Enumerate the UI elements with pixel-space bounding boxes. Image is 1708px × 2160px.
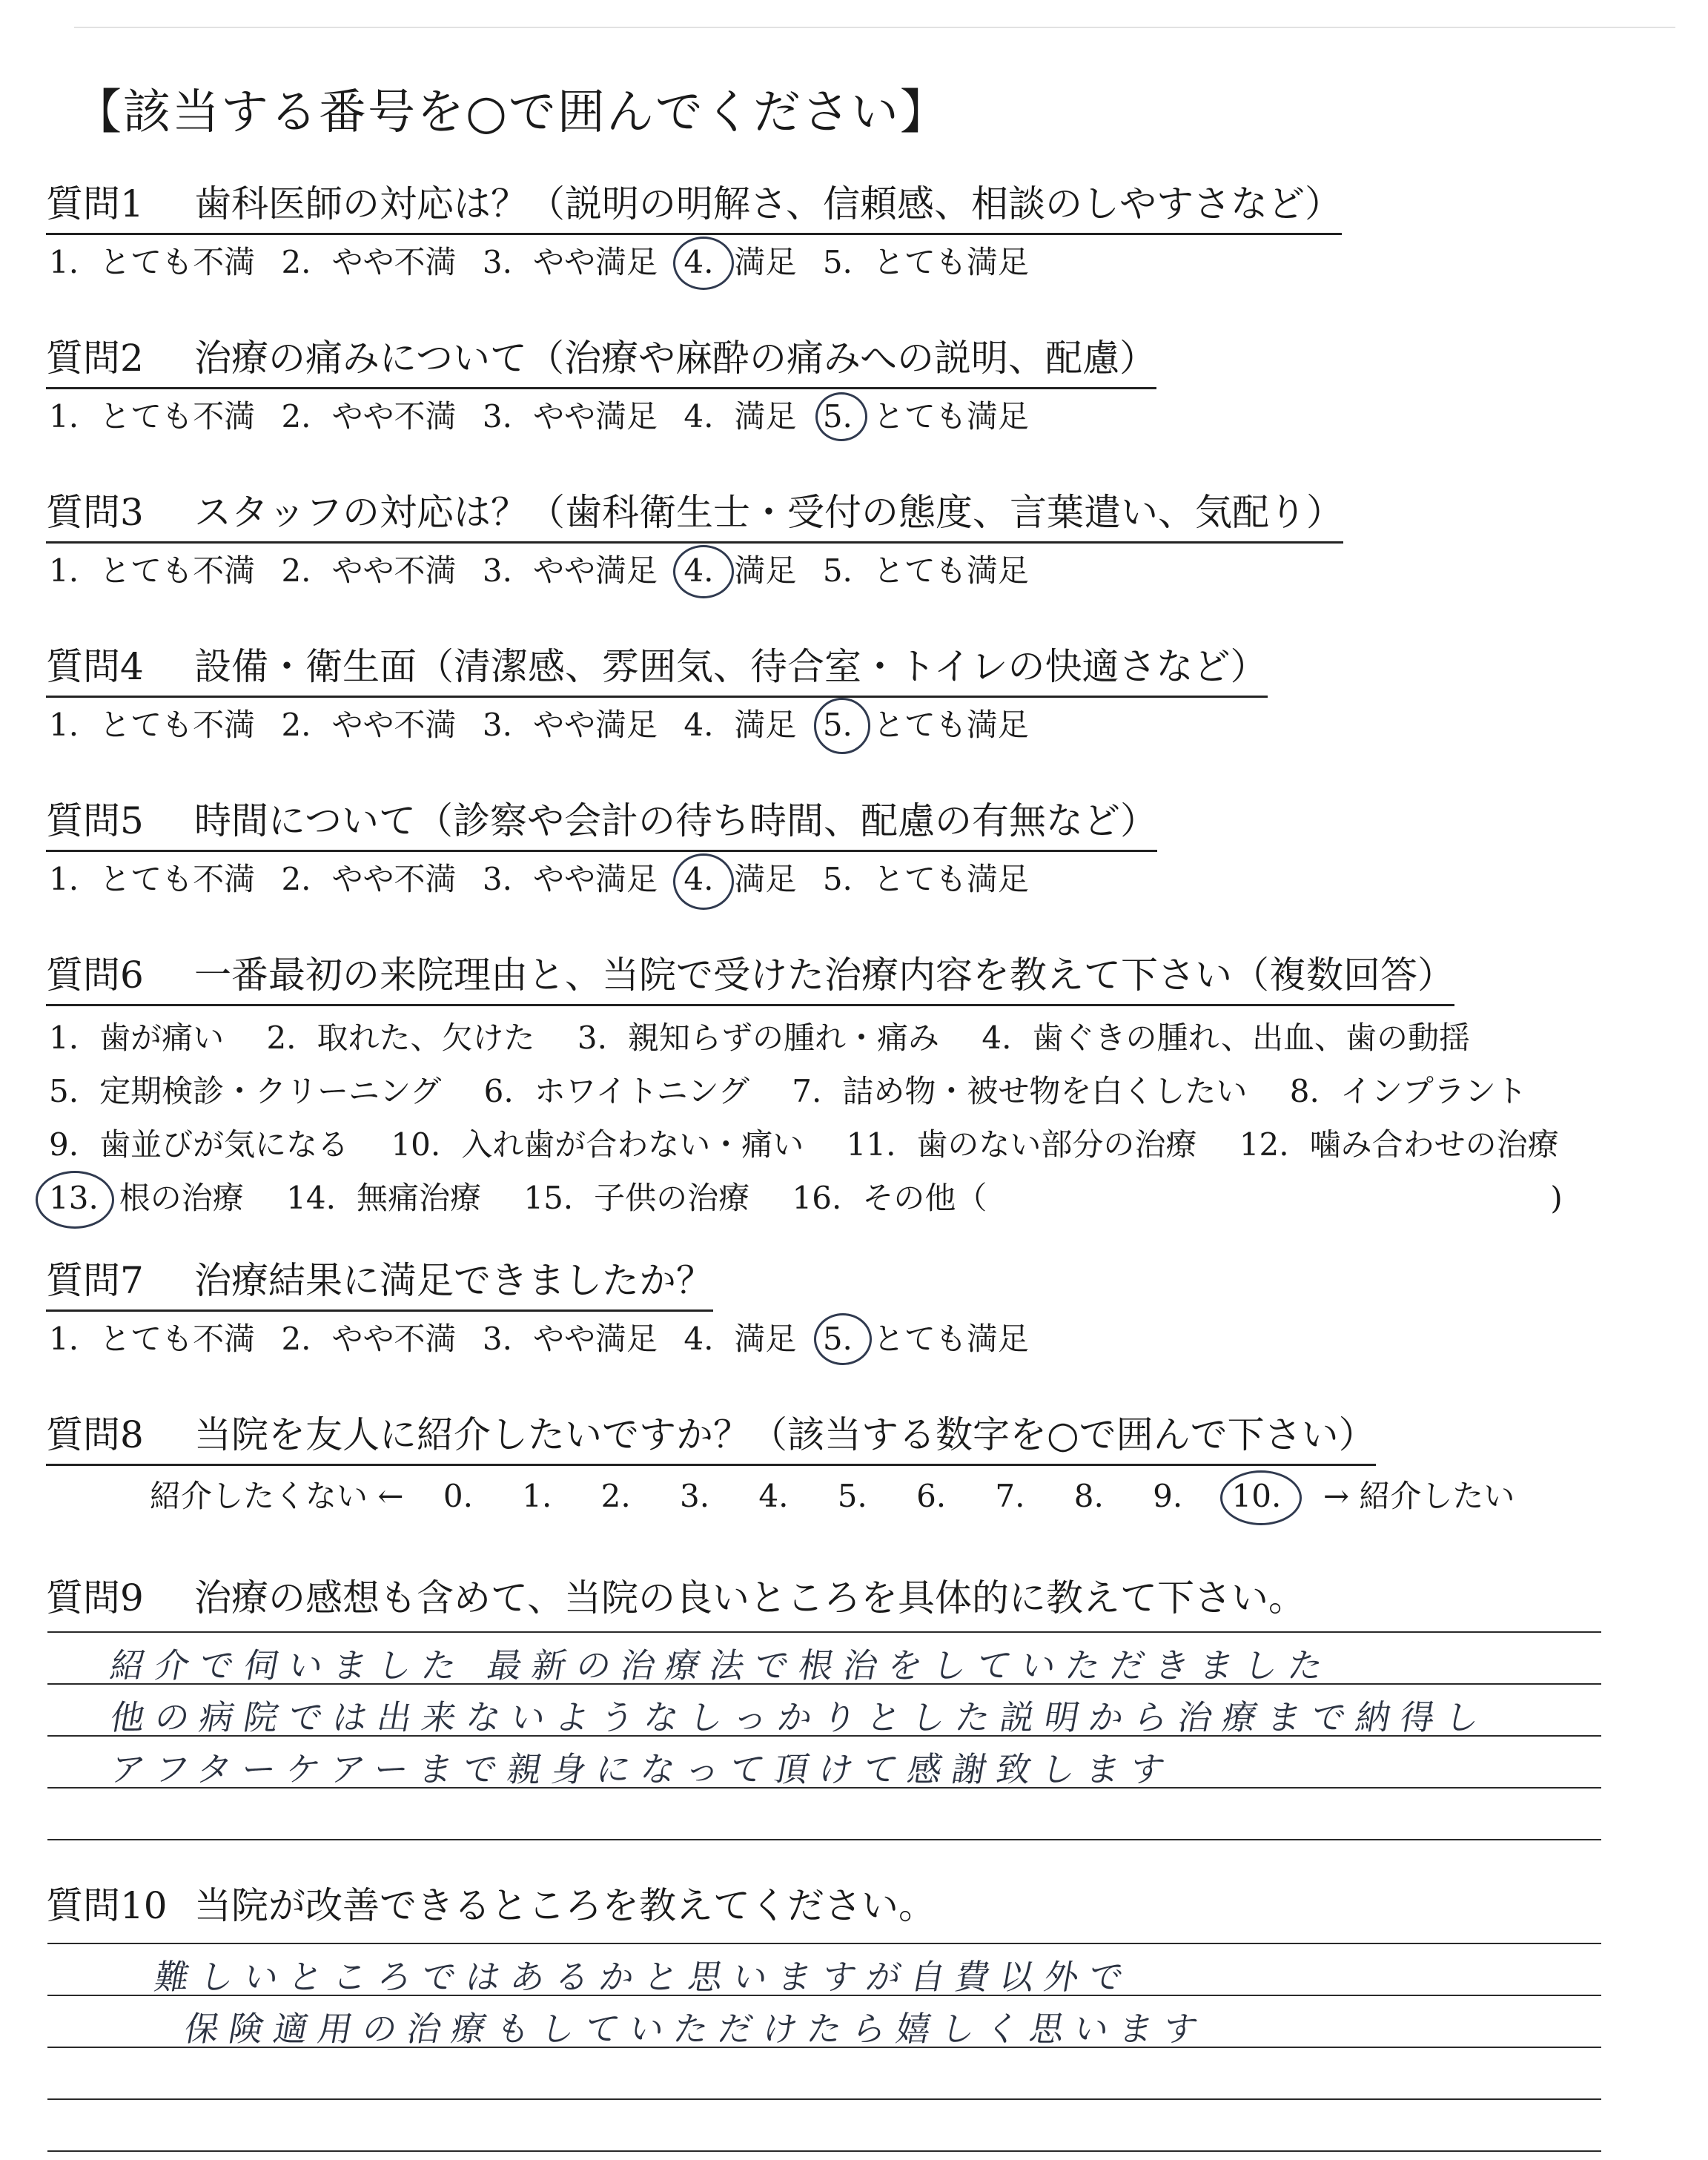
answer-line	[47, 2150, 1601, 2152]
option-3[interactable]: 3. 親知らずの腫れ・痛み	[577, 1020, 939, 1056]
option-10[interactable]: 10. 入れ歯が合わない・痛い	[391, 1126, 804, 1163]
scale-2[interactable]: 2.	[600, 1478, 631, 1514]
handwritten-answer-line: 紹介で伺いました 最新の治療法で根治をしていただきました	[107, 1645, 1337, 1685]
option-3[interactable]: 3. やや満足	[482, 861, 658, 897]
option-row	[49, 1177, 1595, 1220]
rating-options	[49, 858, 1157, 901]
question-text: 設備・衛生面（清潔感、雰囲気、待合室・トイレの快適さなど）	[194, 645, 1268, 688]
question-label: 質問5	[46, 799, 144, 842]
option-2[interactable]: 2. やや不満	[281, 244, 457, 280]
option-5[interactable]: 5. とても満足	[822, 244, 1029, 280]
option-12[interactable]: 12. 噛み合わせの治療	[1239, 1126, 1559, 1163]
scale-1[interactable]: 1.	[522, 1478, 552, 1514]
question-label: 質問1	[46, 182, 144, 225]
option-4[interactable]: 4. 満足	[683, 549, 796, 592]
question-text: 当院を友人に紹介したいですか？（該当する数字を○で囲んで下さい）	[194, 1413, 1376, 1456]
option-14[interactable]: 14. 無痛治療	[286, 1180, 481, 1216]
option-4[interactable]: 4. 満足	[683, 858, 796, 901]
question-4	[46, 641, 1268, 747]
scale-right-label: → 紹介したい	[1323, 1478, 1515, 1514]
option-3[interactable]: 3. やや満足	[482, 1321, 658, 1357]
option-row	[49, 1123, 1595, 1166]
question-label: 質問8	[46, 1413, 144, 1456]
question-3	[46, 486, 1343, 592]
option-13[interactable]: 13. 根の治療	[49, 1177, 244, 1220]
question-text: 一番最初の来院理由と、当院で受けた治療内容を教えて下さい（複数回答）	[194, 954, 1454, 997]
question-text: スタッフの対応は？（歯科衛生士・受付の態度、言葉遣い、気配り）	[194, 491, 1343, 534]
option-9[interactable]: 9. 歯並びが気になる	[49, 1126, 349, 1163]
option-3[interactable]: 3. やや満足	[482, 707, 658, 743]
option-1[interactable]: 1. とても不満	[49, 244, 256, 280]
question-text: 当院が改善できるところを教えてください。	[194, 1884, 936, 1927]
answer-line	[47, 1943, 1601, 1944]
rating-options	[49, 395, 1156, 438]
scale-left-label: 紹介したくない ←	[150, 1478, 404, 1514]
option-11[interactable]: 11. 歯のない部分の治療	[846, 1126, 1197, 1163]
option-1[interactable]: 1. とても不満	[49, 398, 256, 435]
option-5[interactable]: 5. とても満足	[823, 395, 1029, 438]
question-label: 質問10	[46, 1884, 168, 1927]
option-5[interactable]: 5. とても満足	[823, 1318, 1029, 1361]
option-2[interactable]: 2. やや不満	[281, 707, 457, 743]
handwritten-answer-line: 他の病院では出来ないようなしっかりとした説明から治療まで納得し	[107, 1697, 1494, 1737]
question-text: 歯科医師の対応は？（説明の明解さ、信頼感、相談のしやすさなど）	[194, 182, 1342, 225]
option-5[interactable]: 5. とても満足	[823, 704, 1029, 747]
option-1[interactable]: 1. とても不満	[49, 861, 256, 897]
option-1[interactable]: 1. 歯が痛い	[49, 1020, 225, 1056]
option-4[interactable]: 4. 満足	[683, 707, 797, 743]
option-5[interactable]: 5. とても満足	[822, 552, 1029, 589]
rating-options	[49, 704, 1268, 747]
rating-options	[49, 241, 1342, 284]
handwritten-answer-line: 保険適用の治療もしていただけたら嬉しく思います	[181, 2009, 1212, 2049]
scale-4[interactable]: 4.	[758, 1478, 789, 1514]
question-label: 質問3	[46, 491, 144, 534]
answer-line	[47, 1839, 1601, 1840]
question-1	[46, 178, 1342, 284]
option-4[interactable]: 4. 歯ぐきの腫れ、出血、歯の動揺	[982, 1020, 1470, 1056]
option-15[interactable]: 15. 子供の治療	[523, 1180, 750, 1216]
scale-3[interactable]: 3.	[679, 1478, 710, 1514]
question-label: 質問6	[46, 954, 144, 997]
option-row	[49, 1017, 1595, 1060]
option-7[interactable]: 7. 詰め物・被せ物を白くしたい	[792, 1073, 1248, 1109]
option-2[interactable]: 2. やや不満	[281, 861, 457, 897]
question-7	[46, 1255, 1045, 1361]
option-2[interactable]: 2. やや不満	[281, 552, 457, 589]
question-5	[46, 795, 1157, 901]
question-8	[46, 1409, 1515, 1518]
option-6[interactable]: 6. ホワイトニング	[483, 1073, 749, 1109]
option-2[interactable]: 2. やや不満	[281, 1321, 457, 1357]
option-1[interactable]: 1. とても不満	[49, 552, 256, 589]
question-text: 治療の感想も含めて、当院の良いところを具体的に教えて下さい。	[194, 1576, 1305, 1619]
question-10	[46, 1880, 936, 1935]
handwritten-answer-line: アフターケアーまで親身になって頂けて感謝致します	[107, 1749, 1179, 1789]
option-16[interactable]: 16. その他（ )	[792, 1180, 1563, 1216]
option-1[interactable]: 1. とても不満	[49, 707, 256, 743]
option-row	[49, 1070, 1595, 1113]
referral-scale	[150, 1475, 1515, 1518]
question-label: 質問2	[46, 337, 144, 380]
scale-0[interactable]: 0.	[443, 1478, 473, 1514]
scale-6[interactable]: 6.	[916, 1478, 947, 1514]
option-5[interactable]: 5. とても満足	[822, 861, 1029, 897]
question-label: 質問4	[46, 645, 144, 688]
option-4[interactable]: 4. 満足	[683, 398, 797, 435]
option-8[interactable]: 8. インプラント	[1289, 1073, 1527, 1109]
question-9	[46, 1572, 1305, 1627]
scale-10[interactable]: 10.	[1232, 1475, 1314, 1518]
page-title: 【該当する番号を○で囲んでください】	[74, 85, 949, 140]
question-text: 治療結果に満足できましたか？	[194, 1259, 713, 1302]
scale-7[interactable]: 7.	[995, 1478, 1025, 1514]
answer-line	[47, 2098, 1601, 2100]
option-4[interactable]: 4. 満足	[683, 1321, 797, 1357]
option-1[interactable]: 1. とても不満	[49, 1321, 256, 1357]
question-text: 時間について（診察や会計の待ち時間、配慮の有無など）	[194, 799, 1157, 842]
top-border	[74, 27, 1675, 28]
option-3[interactable]: 3. やや満足	[482, 398, 658, 435]
option-4[interactable]: 4. 満足	[683, 241, 796, 284]
handwritten-answer-line: 難しいところではあるかと思いますが自費以外で	[151, 1957, 1137, 1997]
question-label: 質問9	[46, 1576, 144, 1619]
scale-9[interactable]: 9.	[1153, 1478, 1183, 1514]
question-2	[46, 332, 1156, 438]
option-2[interactable]: 2. 取れた、欠けた	[266, 1020, 535, 1056]
question-label: 質問7	[46, 1259, 144, 1302]
rating-options	[49, 1318, 1045, 1361]
option-3[interactable]: 3. やや満足	[482, 244, 658, 280]
rating-options	[49, 549, 1343, 592]
answer-line	[47, 1631, 1601, 1633]
option-3[interactable]: 3. やや満足	[482, 552, 658, 589]
question-6	[46, 949, 1595, 1220]
option-5[interactable]: 5. 定期検診・クリーニング	[49, 1073, 442, 1109]
scale-8[interactable]: 8.	[1073, 1478, 1104, 1514]
question-text: 治療の痛みについて（治療や麻酔の痛みへの説明、配慮）	[194, 337, 1156, 380]
option-2[interactable]: 2. やや不満	[281, 398, 457, 435]
scale-5[interactable]: 5.	[837, 1478, 867, 1514]
